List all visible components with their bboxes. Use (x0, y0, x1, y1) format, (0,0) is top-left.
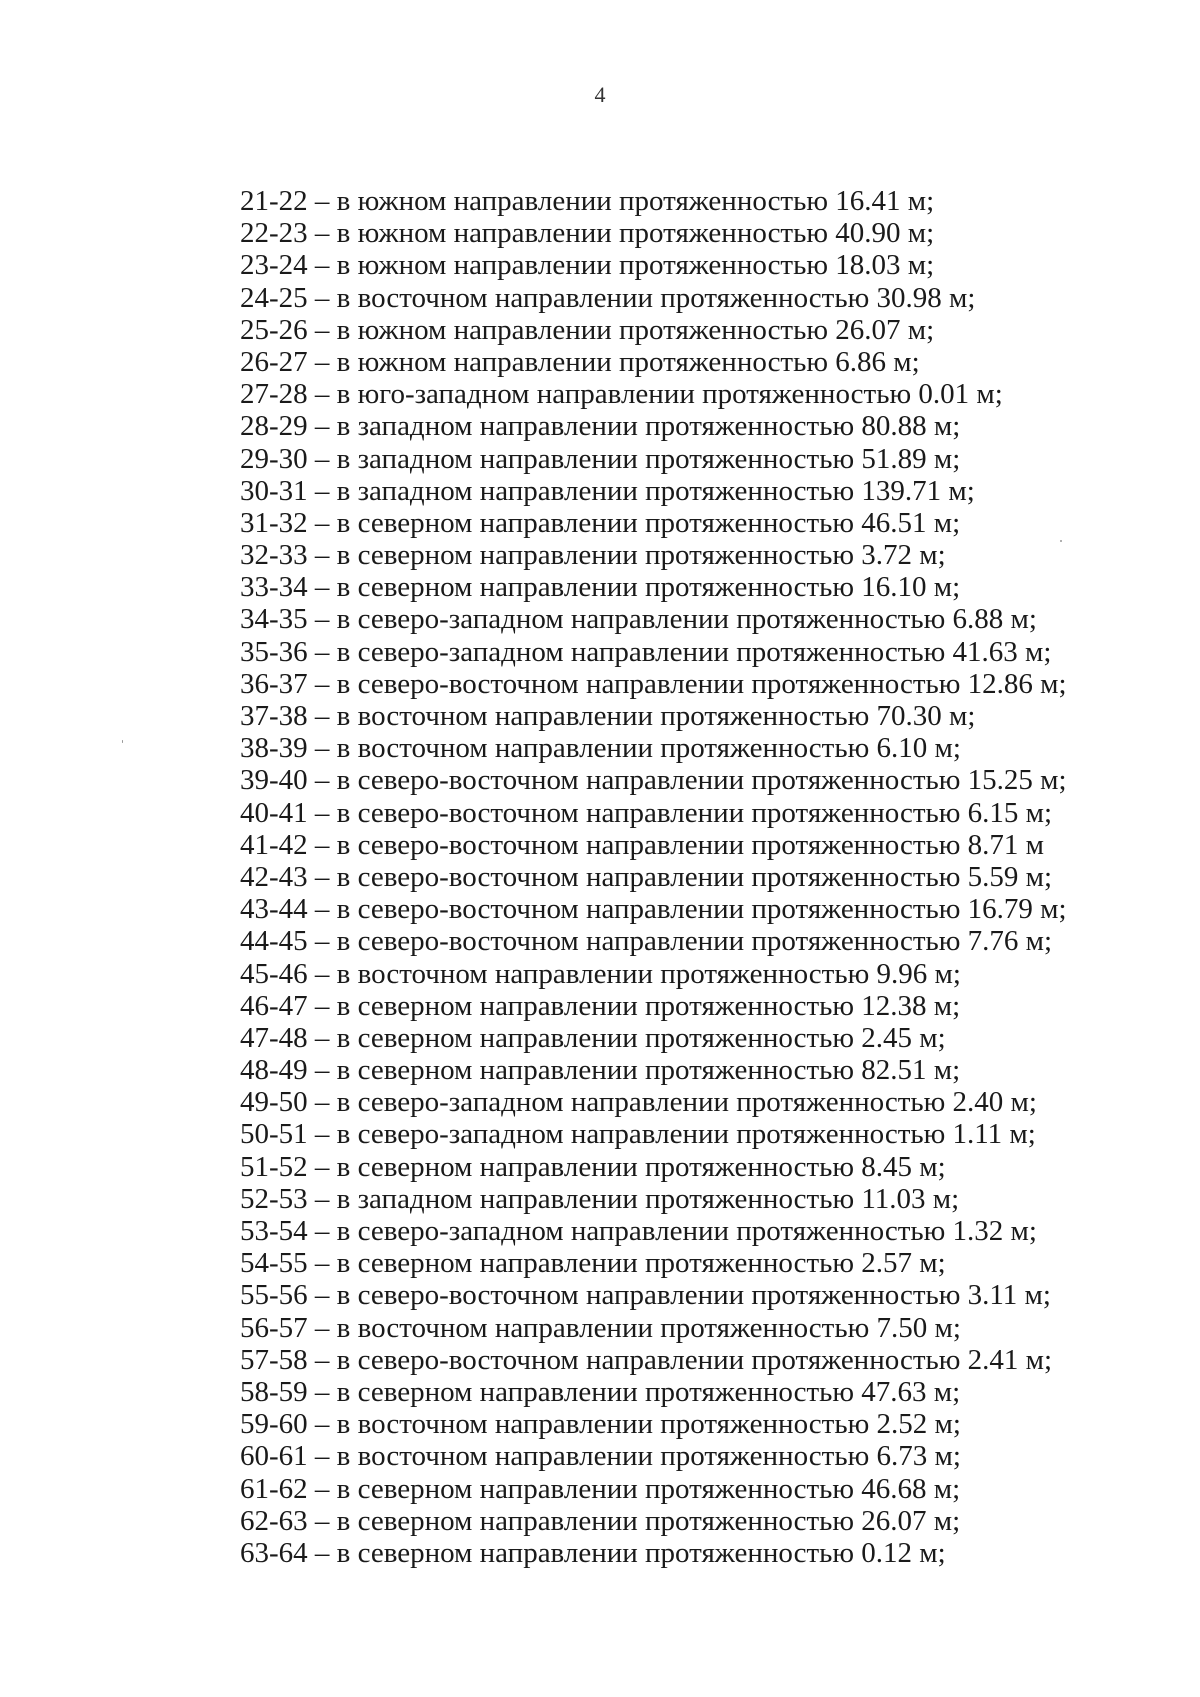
boundary-description-list (240, 185, 1140, 1569)
boundary-segment-line: 35-36 – в северо-западном направлении протяженностью 41.63 м; (240, 635, 1052, 668)
boundary-segment-line: 60-61 – в восточном направлении протяженностью 6.73 м; (240, 1440, 961, 1473)
boundary-segment-line: 50-51 – в северо-западном направлении протяженностью 1.11 м; (240, 1118, 1036, 1151)
boundary-segment-line: 51-52 – в северном направлении протяженностью 8.45 м; (240, 1150, 946, 1183)
boundary-segment-line: 21-22 – в южном направлении протяженностью 16.41 м; (240, 185, 935, 217)
boundary-segment-line: 32-33 – в северном направлении протяженностью 3.72 м; (240, 539, 946, 572)
boundary-segment-line: 49-50 – в северо-западном направлении протяженностью 2.40 м; (240, 1086, 1037, 1119)
boundary-segment-line: 45-46 – в восточном направлении протяженностью 9.96 м; (240, 957, 961, 990)
boundary-segment-line: 28-29 – в западном направлении протяженностью 80.88 м; (240, 410, 961, 443)
boundary-segment-line: 34-35 – в северо-западном направлении протяженностью 6.88 м; (240, 603, 1037, 636)
boundary-segment-line: 53-54 – в северо-западном направлении протяженностью 1.32 м; (240, 1215, 1037, 1247)
page-number: 4 (594, 82, 606, 107)
boundary-segment-line: 63-64 – в северном направлении протяженностью 0.12 м; (240, 1536, 946, 1569)
scan-speck (1060, 540, 1062, 542)
boundary-segment-line: 40-41 – в северо-восточном направлении протяженностью 6.15 м; (240, 796, 1053, 829)
boundary-segment-line: 29-30 – в западном направлении протяженностью 51.89 м; (240, 442, 961, 475)
boundary-segment-line: 42-43 – в северо-восточном направлении протяженностью 5.59 м; (240, 860, 1053, 893)
boundary-segment-line: 56-57 – в восточном направлении протяженностью 7.50 м; (240, 1311, 961, 1344)
boundary-segment-line: 41-42 – в северо-восточном направлении протяженностью 8.71 м (240, 828, 1044, 861)
boundary-segment-line: 27-28 – в юго-западном направлении протяженностью 0.01 м; (240, 378, 1003, 411)
boundary-segment-line: 44-45 – в северо-восточном направлении протяженностью 7.76 м; (240, 925, 1053, 958)
boundary-segment-line: 54-55 – в северном направлении протяженностью 2.57 м; (240, 1247, 946, 1280)
boundary-segment-line: 55-56 – в северо-восточном направлении протяженностью 3.11 м; (240, 1279, 1051, 1312)
boundary-segment-line: 37-38 – в восточном направлении протяженностью 70.30 м; (240, 700, 976, 732)
boundary-segment-line: 38-39 – в восточном направлении протяженностью 6.10 м; (240, 732, 961, 765)
boundary-segment-line: 31-32 – в северном направлении протяженностью 46.51 м; (240, 506, 961, 539)
boundary-segment-line: 36-37 – в северо-восточном направлении протяженностью 12.86 м; (240, 667, 1067, 700)
boundary-segment-line: 57-58 – в северо-восточном направлении протяженностью 2.41 м; (240, 1343, 1053, 1376)
boundary-segment-line: 58-59 – в северном направлении протяженностью 47.63 м; (240, 1375, 961, 1408)
boundary-segment-line: 33-34 – в северном направлении протяженностью 16.10 м; (240, 571, 961, 604)
boundary-segment-line: 43-44 – в северо-восточном направлении протяженностью 16.79 м; (240, 893, 1067, 926)
boundary-segment-line: 26-27 – в южном направлении протяженностью 6.86 м; (240, 345, 920, 378)
boundary-segment-line: 24-25 – в восточном направлении протяженностью 30.98 м; (240, 281, 976, 314)
boundary-segment-line: 22-23 – в южном направлении протяженностью 40.90 м; (240, 217, 935, 250)
boundary-segment-line: 39-40 – в северо-восточном направлении протяженностью 15.25 м; (240, 764, 1067, 797)
boundary-segment-line: 47-48 – в северном направлении протяженностью 2.45 м; (240, 1021, 946, 1054)
boundary-segment-line: 46-47 – в северном направлении протяженностью 12.38 м; (240, 989, 961, 1022)
boundary-segment-line: 52-53 – в западном направлении протяженностью 11.03 м; (240, 1182, 960, 1215)
scan-speck (122, 740, 123, 743)
boundary-segment-line: 59-60 – в восточном направлении протяженностью 2.52 м; (240, 1408, 961, 1441)
boundary-segment-line: 23-24 – в южном направлении протяженностью 18.03 м; (240, 249, 935, 282)
boundary-segment-line: 25-26 – в южном направлении протяженностью 26.07 м; (240, 313, 935, 346)
boundary-segment-line: 48-49 – в северном направлении протяженностью 82.51 м; (240, 1054, 961, 1087)
boundary-segment-line: 30-31 – в западном направлении протяженностью 139.71 м; (240, 474, 975, 507)
boundary-segment-line: 62-63 – в северном направлении протяженностью 26.07 м; (240, 1504, 961, 1537)
boundary-segment-line: 61-62 – в северном направлении протяженностью 46.68 м; (240, 1472, 961, 1505)
